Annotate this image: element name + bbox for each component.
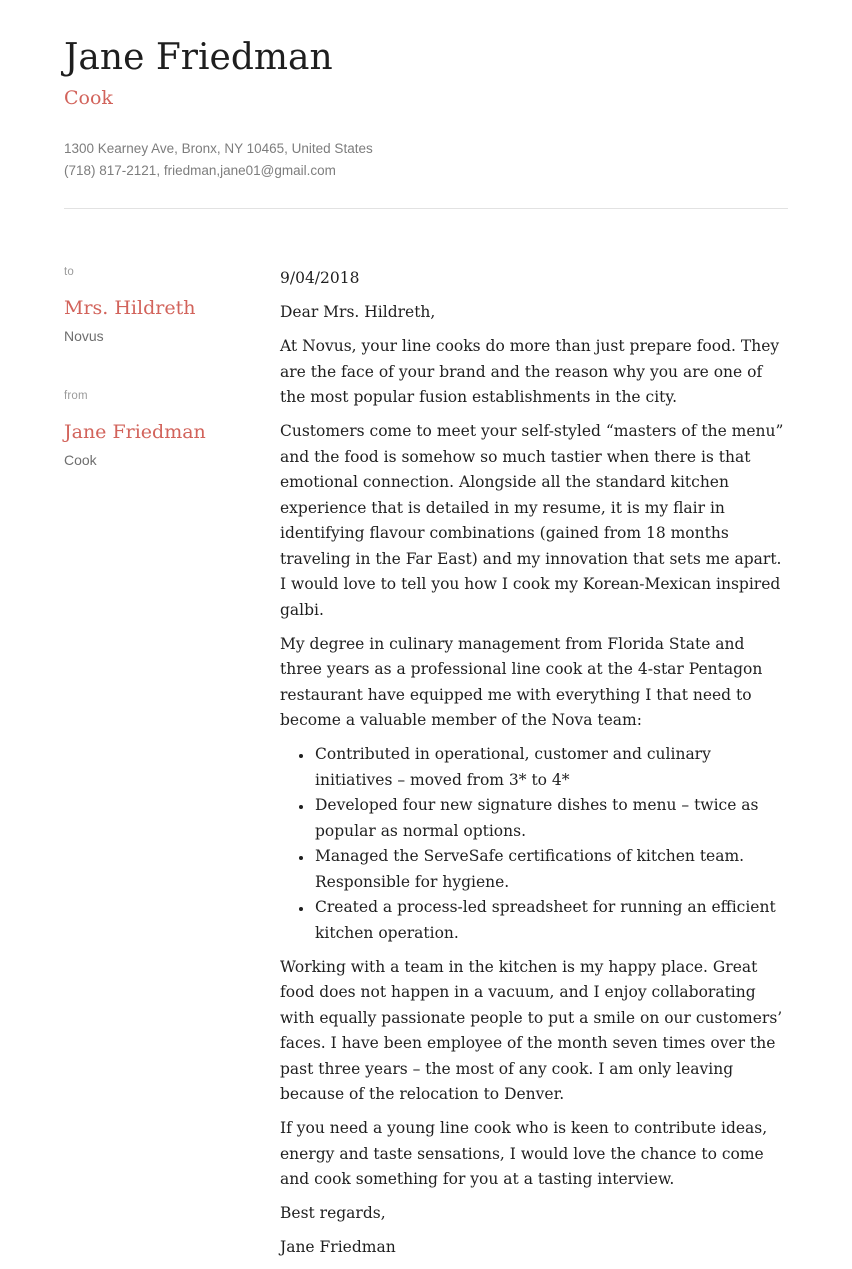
achievement-item: • Developed four new signature dishes to menu – twice as popular as normal options.	[313, 793, 788, 844]
letter-columns	[64, 266, 788, 1269]
applicant-job-title: Cook	[64, 87, 113, 109]
achievement-list	[280, 742, 788, 946]
body-paragraph: Working with a team in the kitchen is my happy place. Great food does not happen in a vacuum, and I enjoy collaborating with equally passionate people to put a smile on our customers’ faces. I have been employee of the month seven times over the past three years – the most of any cook. I am only leaving because of the relocation to Denver.	[280, 957, 783, 1103]
body-paragraph: Customers come to meet your self-styled “masters of the menu” and the food is somehow so much tastier when there is that emotional connection. Alongside all the standard kitchen experience that is detailed in my resume, it is my flair in identifying flavour combinations (gained from 18 months traveling in the Far East) and my innovation that sets me apart. I would love to tell you how I cook my Korean-Mexican inspired galbi.	[280, 422, 784, 619]
letter-body	[280, 266, 788, 1269]
achievement-item: • Created a process-led spreadsheet for running an efficient kitchen operation.	[313, 895, 788, 946]
header-divider	[64, 208, 788, 209]
recipient-name: Mrs. Hildreth	[64, 297, 196, 319]
recipient-company: Novus	[64, 328, 104, 344]
signoff: Best regards,	[280, 1204, 386, 1222]
address-line: 1300 Kearney Ave, Bronx, NY 10465, United States	[64, 141, 373, 156]
to-label: to	[64, 266, 74, 278]
salutation: Dear Mrs. Hildreth,	[280, 303, 436, 321]
sender-title: Cook	[64, 452, 97, 468]
letter-date: 9/04/2018	[280, 269, 360, 287]
recipient-sender-sidebar	[64, 266, 280, 1269]
body-paragraph: At Novus, your line cooks do more than just prepare food. They are the face of your brand and the reason why you are one of the most popular fusion establishments in the city.	[280, 337, 780, 406]
body-paragraph: If you need a young line cook who is keen to contribute ideas, energy and taste sensations, I would love the chance to come and cook something for you at a tasting interview.	[280, 1119, 768, 1188]
phone-email-line: (718) 817-2121, friedman,jane01@gmail.com	[64, 163, 336, 178]
from-label: from	[64, 390, 88, 402]
achievement-item: • Contributed in operational, customer and culinary initiatives – moved from 3* to 4*	[313, 742, 788, 793]
contact-block	[64, 138, 788, 182]
achievement-item: • Managed the ServeSafe certifications of kitchen team. Responsible for hygiene.	[313, 844, 788, 895]
body-paragraph: My degree in culinary management from Florida State and three years as a professional line cook at the 4-star Pentagon restaurant have equipped me with everything I that need to become a valuable member of the Nova team:	[280, 634, 763, 729]
sender-name: Jane Friedman	[64, 421, 206, 443]
letter-header	[64, 36, 788, 209]
signature: Jane Friedman	[280, 1238, 396, 1256]
applicant-name: Jane Friedman	[64, 37, 333, 78]
